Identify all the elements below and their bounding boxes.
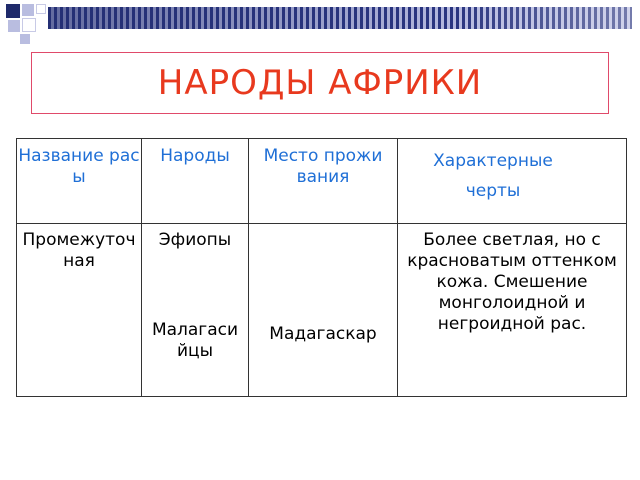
title-box <box>31 52 609 114</box>
header-stripe-bar <box>48 7 632 29</box>
header-race-name: Название расы <box>17 139 142 224</box>
table-header-row <box>17 139 627 224</box>
people-malagasy: Малагасийцы <box>151 320 239 361</box>
header-place: Место проживания <box>249 139 398 224</box>
table-row <box>17 224 627 397</box>
place-madagascar: Мадагаскар <box>269 324 377 344</box>
cell-traits: Более светлая, но с красноватым оттенком кожа. Смешение монголоидной и негроидной рас. <box>398 224 627 397</box>
cell-place <box>249 224 398 397</box>
people-ethiopians: Эфиопы <box>158 230 232 250</box>
page-title: НАРОДЫ АФРИКИ <box>157 63 483 103</box>
cell-peoples <box>142 224 249 397</box>
header-traits: Характерные черты <box>398 139 627 224</box>
header-peoples: Народы <box>142 139 249 224</box>
peoples-table <box>16 138 627 397</box>
cell-race: Промежуточная <box>17 224 142 397</box>
